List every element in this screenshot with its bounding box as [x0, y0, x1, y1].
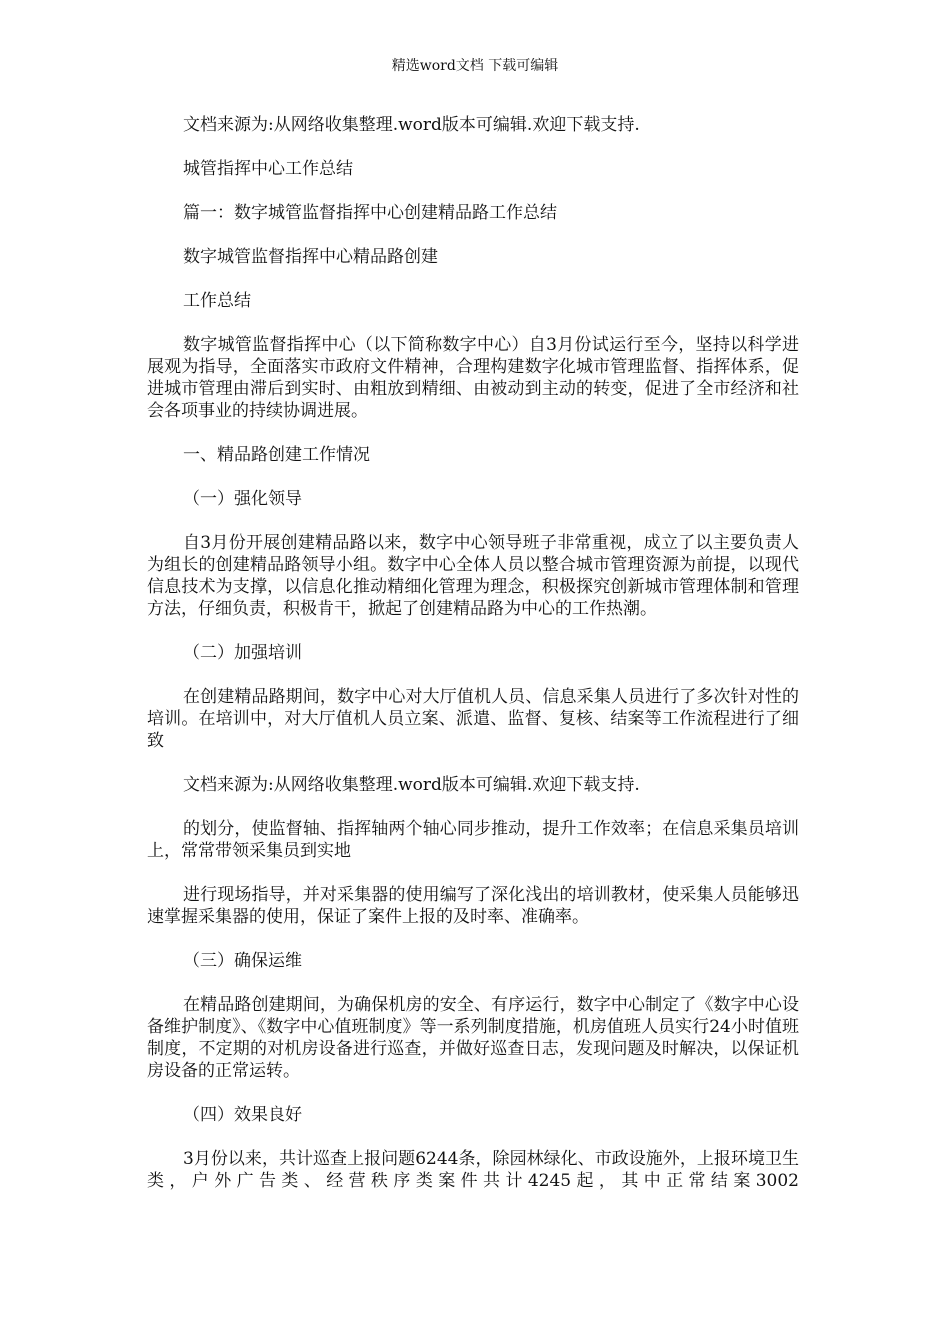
- source-note: 文档来源为:从网络收集整理.word版本可编辑.欢迎下载支持.: [183, 115, 640, 135]
- subsection-heading-1: （一）强化领导: [183, 489, 302, 509]
- paragraph-field-guidance: 进行现场指导，并对采集器的使用编写了深化浅出的培训教材，使采集人员能够迅速掌握采集器的使用，保证了案件上报的及时率、准确率。: [147, 885, 799, 927]
- subtitle-line-1: 数字城管监督指挥中心精品路创建: [183, 247, 438, 267]
- header-title: 精选word文档 下载可编辑: [391, 58, 559, 74]
- paragraph-training-continued: 的划分，使监督轴、指挥轴两个轴心同步推动，提升工作效率；在信息采集员培训上，常常带领采集员到实地: [147, 819, 799, 861]
- document-body: [147, 114, 799, 1214]
- page-header: [0, 56, 950, 76]
- paragraph-training: 在创建精品路期间，数字中心对大厅值机人员、信息采集人员进行了多次针对性的培训。在培训中，对大厅值机人员立案、派遣、监督、复核、结案等工作流程进行了细致: [147, 687, 799, 751]
- paragraph-maintenance: 在精品路创建期间，为确保机房的安全、有序运行，数字中心制定了《数字中心设备维护制度》、《数字中心值班制度》等一系列制度措施，机房值班人员实行24小时值班制度，不定期的对机房设备进行巡查，并做好巡查日志，发现问题及时解决，以保证机房设备的正常运转。: [147, 995, 799, 1081]
- source-note-repeat: 文档来源为:从网络收集整理.word版本可编辑.欢迎下载支持.: [183, 775, 640, 795]
- section-heading-1: 一、精品路创建工作情况: [183, 445, 370, 465]
- subsection-heading-4: （四）效果良好: [183, 1105, 302, 1125]
- subtitle-line-2: 工作总结: [183, 291, 251, 311]
- intro-paragraph: 数字城管监督指挥中心（以下简称数字中心）自3月份试运行至今，坚持以科学进展观为指导，全面落实市政府文件精神，合理构建数字化城市管理监督、指挥体系，促进城市管理由滞后到实时、由粗放到精细、由被动到主动的转变，促进了全市经济和社会各项事业的持续协调进展。: [147, 335, 799, 421]
- subsection-heading-2: （二）加强培训: [183, 643, 302, 663]
- paragraph-leadership: 自3月份开展创建精品路以来，数字中心领导班子非常重视，成立了以主要负责人为组长的创建精品路领导小组。数字中心全体人员以整合城市管理资源为前提，以现代信息技术为支撑，以信息化推动精细化管理为理念，积极探究创新城市管理体制和管理方法，仔细负责，积极肯干，掀起了创建精品路为中心的工作热潮。: [147, 533, 799, 619]
- document-title: 城管指挥中心工作总结: [183, 159, 353, 179]
- paragraph-results: 3月份以来，共计巡查上报问题6244条，除园林绿化、市政设施外，上报环境卫生类，户外广告类、经营秩序类案件共计4245起，其中正常结案3002: [147, 1149, 799, 1191]
- subsection-heading-3: （三）确保运维: [183, 951, 302, 971]
- chapter-heading: 篇一：数字城管监督指挥中心创建精品路工作总结: [183, 203, 557, 223]
